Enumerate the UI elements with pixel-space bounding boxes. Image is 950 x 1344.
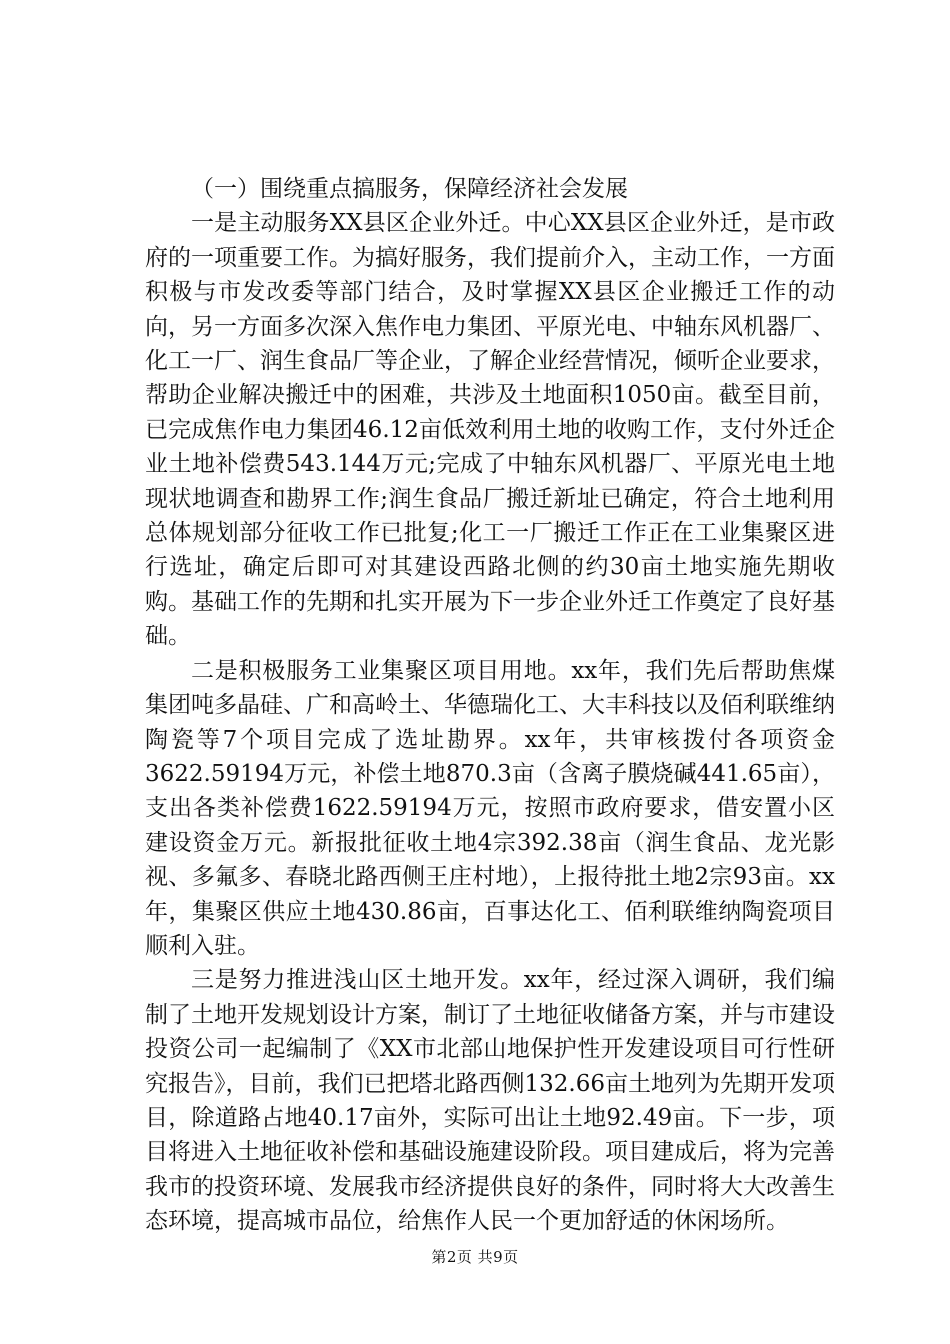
section-heading: （一）围绕重点搞服务，保障经济社会发展 <box>191 176 628 202</box>
page-number-footer: 第2页 共9页 <box>431 1248 519 1266</box>
paragraph-industrial-cluster: 二是积极服务工业集聚区项目用地。xx年，我们先后帮助焦煤集团吨多晶硅、广和高岭土、华德瑞化工、大丰科技以及佰利联维纳陶瓷等7个项目完成了选址勘界。xx年，共审核拨付各项资金3622.59194万元，补偿土地870.3亩（含离子膜烧碱441.65亩），支出各类补偿费1622.59194万元，按照市政府要求，借安置小区建设资金万元。新报批征收土地4宗392.38亩（润生食品、龙光影视、多氟多、春晓北路西侧王庄村地），上报待批土地2宗93亩。xx年，集聚区供应土地430.86亩，百事达化工、佰利联维纳陶瓷项目顺利入驻。 <box>145 657 835 959</box>
paragraph-hill-land-development: 三是努力推进浅山区土地开发。xx年，经过深入调研，我们编制了土地开发规划设计方案，制订了土地征收储备方案，并与市建设投资公司一起编制了《XX市北部山地保护性开发建设项目可行性研究报告》，目前，我们已把塔北路西侧132.66亩土地列为先期开发项目，除道路占地40.17亩外，实际可出让土地92.49亩。下一步，项目将进入土地征收补偿和基础设施建设阶段。项目建成后，将为完善我市的投资环境、发展我市经济提供良好的条件，同时将大大改善生态环境，提高城市品位，给焦作人民一个更加舒适的休闲场所。 <box>145 967 835 1235</box>
paragraph-enterprise-relocation: 一是主动服务XX县区企业外迁。中心XX县区企业外迁，是市政府的一项重要工作。为搞好服务，我们提前介入，主动工作，一方面积极与市发改委等部门结合，及时掌握XX县区企业搬迁工作的动向，另一方面多次深入焦作电力集团、平原光电、中轴东风机器厂、化工一厂、润生食品厂等企业，了解企业经营情况，倾听企业要求，帮助企业解决搬迁中的困难，共涉及土地面积1050亩。截至目前，已完成焦作电力集团46.12亩低效利用土地的收购工作，支付外迁企业土地补偿费543.144万元;完成了中轴东风机器厂、平原光电土地现状地调查和勘界工作;润生食品厂搬迁新址已确定，符合土地利用总体规划部分征收工作已批复;化工一厂搬迁工作正在工业集聚区进行选址，确定后即可对其建设西路北侧的约30亩土地实施先期收购。基础工作的先期和扎实开展为下一步企业外迁工作奠定了良好基础。 <box>145 210 835 650</box>
document-body <box>145 172 835 1239</box>
